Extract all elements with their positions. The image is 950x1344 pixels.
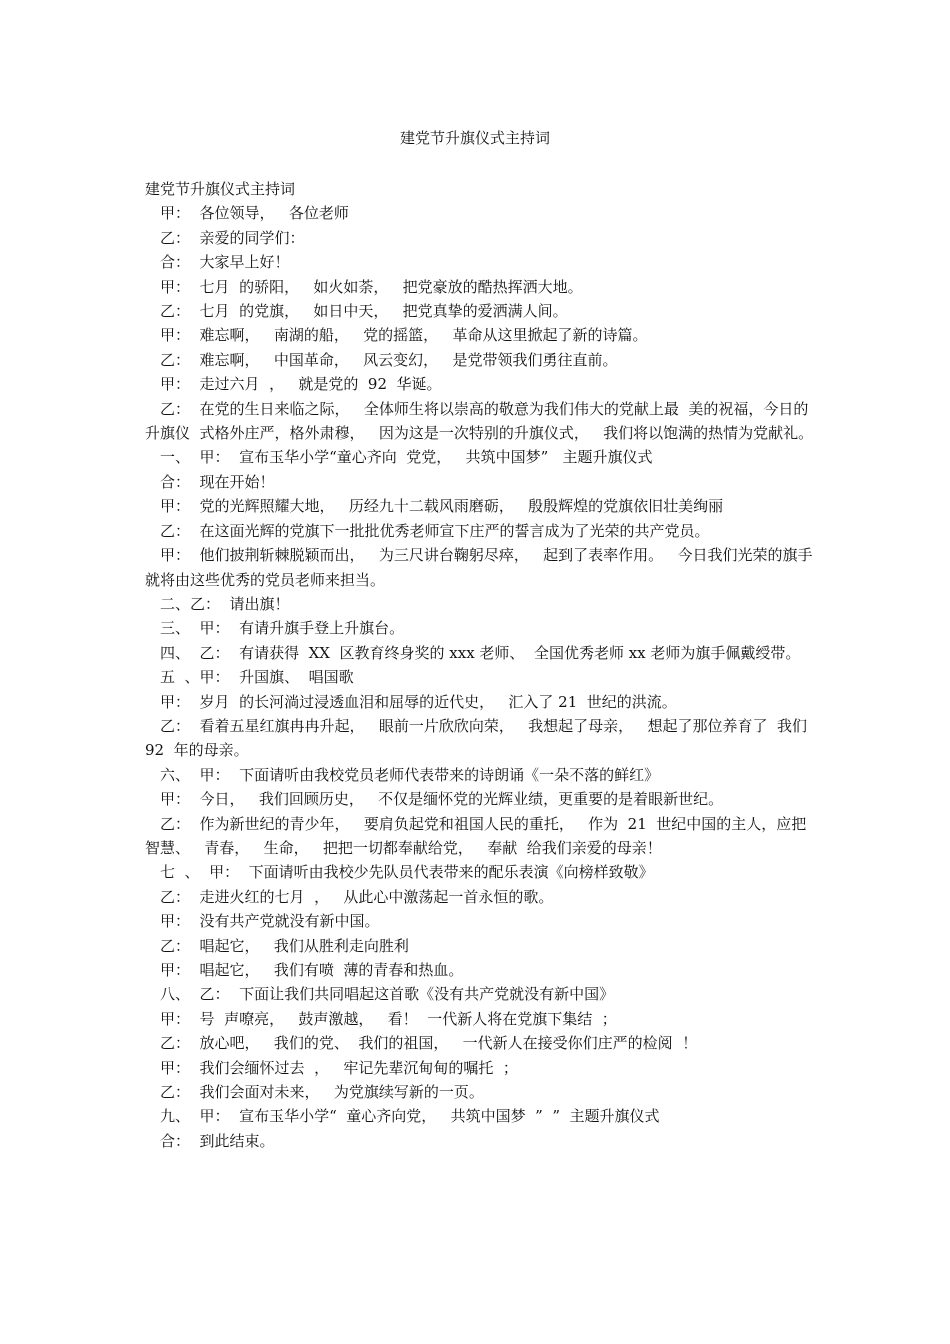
script-line: 乙： 难忘啊， 中国革命， 风云变幻， 是党带领我们勇往直前。 (160, 350, 618, 369)
page-title: 建党节升旗仪式主持词 (399, 129, 550, 147)
script-line: 一、 甲： 宣布玉华小学“童心齐向 党党， 共筑中国梦” 主题升旗仪式 (160, 448, 653, 467)
script-line: 乙： 走进火红的七月 ， 从此心中激荡起一首永恒的歌。 (160, 887, 554, 906)
script-line: 乙： 在党的生日来临之际， 全体师生将以崇高的敬意为我们伟大的党献上最 美的祝福，今日的升旗仪 式格外庄严，格外肃穆， 因为这是一次特别的升旗仪式， 我们将以饱满的热情为党献礼。 (145, 399, 814, 443)
script-line: 乙： 我们会面对未来， 为党旗续写新的一页。 (160, 1083, 484, 1102)
script-line: 乙： 亲爱的同学们： (160, 228, 305, 247)
script-line: 乙： 唱起它， 我们从胜利走向胜利 (160, 936, 409, 955)
document-body (145, 177, 815, 1153)
script-line: 四、 乙： 有请获得 XX 区教育终身奖的 xxx 老师、 全国优秀老师 xx 老师为旗手佩戴绶带。 (160, 643, 801, 662)
script-line: 乙： 放心吧， 我们的党、 我们的祖国， 一代新人在接受你们庄严的检阅 ！ (160, 1034, 698, 1053)
script-line: 甲： 党的光辉照耀大地， 历经九十二载风雨磨砺， 殷殷辉煌的党旗依旧壮美绚丽 (160, 497, 724, 516)
script-line: 甲： 我们会缅怀过去 ， 牢记先辈沉甸甸的嘱托 ； (160, 1058, 518, 1077)
script-line: 乙： 作为新世纪的青少年， 要肩负起党和祖国人民的重托， 作为 21 世纪中国的主人，应把智慧、 青春， 生命， 把把一切都奉献给党， 奉献 给我们亲爱的母亲！ (145, 814, 807, 857)
script-line: 甲： 他们披荆斩棘脱颖而出， 为三尺讲台鞠躬尽瘁， 起到了表率作用。 今日我们光荣的旗手就将由这些优秀的党员老师来担当。 (145, 546, 813, 589)
script-line: 六、 甲： 下面请听由我校党员老师代表带来的诗朗诵《一朵不落的鲜红》 (160, 765, 660, 784)
script-line: 八、 乙： 下面让我们共同唱起这首歌《没有共产党就没有新中国》 (160, 985, 615, 1004)
script-line: 甲： 号 声嘹亮， 鼓声激越， 看！ 一代新人将在党旗下集结 ； (160, 1009, 617, 1028)
script-line: 甲： 岁月 的长河淌过浸透血泪和屈辱的近代史， 汇入了 21 世纪的洪流。 (160, 692, 677, 711)
script-line: 甲： 没有共产党就没有新中国。 (160, 912, 380, 931)
script-line: 五 、甲： 升国旗、 唱国歌 (160, 668, 354, 687)
script-line: 合： 到此结束。 (160, 1131, 275, 1150)
script-line: 甲： 唱起它， 我们有喷 薄的青春和热血。 (160, 961, 464, 979)
script-line: 甲： 各位领导， 各位老师 (160, 204, 349, 223)
script-line: 甲： 难忘啊， 南湖的船， 党的摇篮， 革命从这里掀起了新的诗篇。 (160, 326, 648, 345)
script-line: 甲： 今日， 我们回顾历史， 不仅是缅怀党的光辉业绩，更重要的是着眼新世纪。 (160, 790, 724, 809)
script-line: 七 、 甲： 下面请听由我校少先队员代表带来的配乐表演《向榜样致敬》 (160, 863, 654, 882)
script-line: 三、 甲： 有请升旗手登上升旗台。 (160, 619, 405, 638)
script-line: 二、乙： 请出旗！ (160, 594, 290, 613)
script-line: 乙： 七月 的党旗， 如日中天， 把党真挚的爱洒满人间。 (160, 302, 568, 321)
script-line: 合： 大家早上好！ (160, 253, 290, 272)
document-heading: 建党节升旗仪式主持词 (145, 180, 296, 198)
script-line: 乙： 在这面光辉的党旗下一批批优秀老师宣下庄严的誓言成为了光荣的共产党员。 (160, 521, 710, 540)
script-line: 九、 甲： 宣布玉华小学“ 童心齐向党， 共筑中国梦 ” ” 主题升旗仪式 (160, 1107, 660, 1126)
script-line: 合： 现在开始！ (160, 472, 275, 491)
script-line: 甲： 走过六月 ， 就是党的 92 华诞。 (160, 375, 442, 394)
script-line: 乙： 看着五星红旗冉冉升起， 眼前一片欣欣向荣， 我想起了母亲， 想起了那位养育了 我们 92 年的母亲。 (145, 716, 817, 760)
script-line: 甲： 七月 的骄阳， 如火如荼， 把党豪放的酷热挥洒大地。 (160, 277, 583, 296)
